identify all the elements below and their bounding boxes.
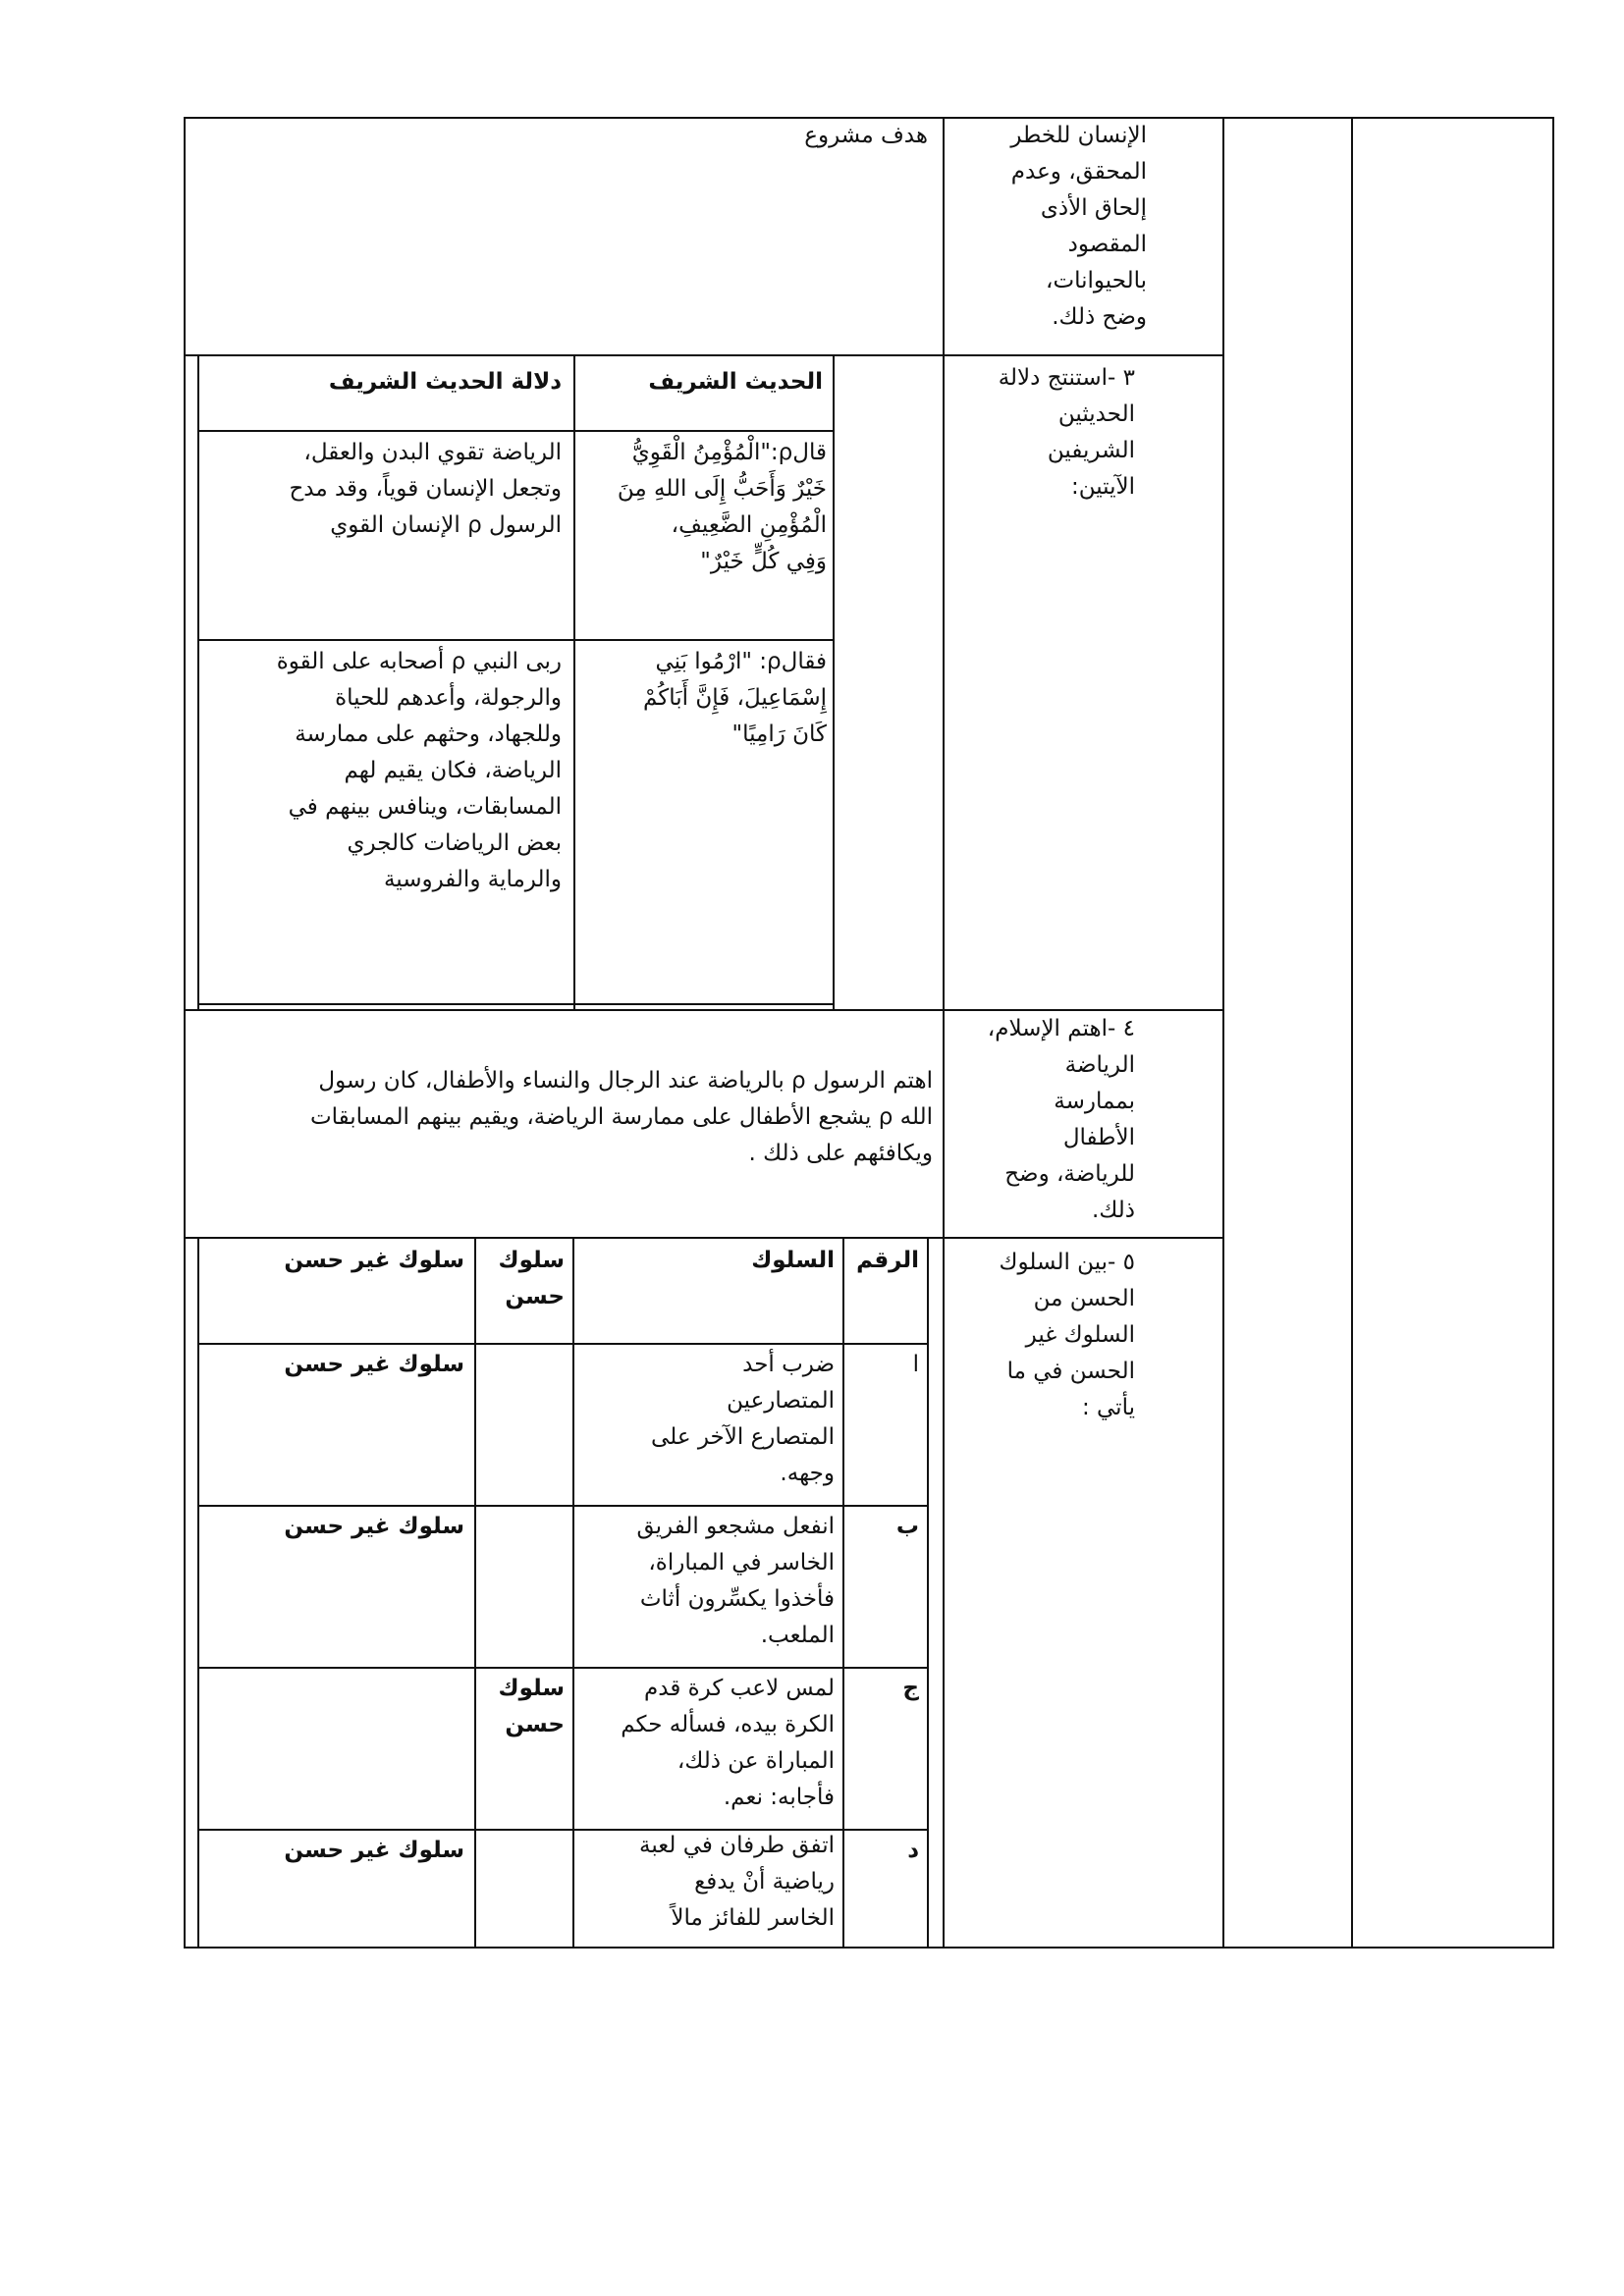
text-line: الحسن في ما bbox=[1006, 1359, 1135, 1384]
text-line: الملعب. bbox=[760, 1623, 835, 1648]
table-border bbox=[197, 639, 835, 641]
table-border bbox=[842, 1239, 844, 1947]
column-divider bbox=[1351, 117, 1353, 1949]
text-line: المسابقات، وينافس بينهم في bbox=[288, 794, 562, 820]
text-line: بعض الرياضات كالجري bbox=[347, 830, 562, 856]
behavior-text bbox=[581, 1509, 835, 1654]
text-line: المتصارع الآخر على bbox=[651, 1424, 835, 1450]
text-line: وتجعل الإنسان قوياً، وقد مدح bbox=[289, 476, 562, 502]
text-line: قالρ:"الْمُؤْمِنُ الْقَوِيُّ bbox=[631, 440, 827, 465]
text-line: الآيتين: bbox=[1070, 474, 1135, 500]
text-line: للرياضة، وضح bbox=[1004, 1161, 1135, 1187]
bad-mark: سلوك غير حسن bbox=[284, 1514, 464, 1539]
text-line: ربى النبي ρ أصحابه على القوة bbox=[276, 649, 562, 674]
text-line: لمس لاعب كرة قدم bbox=[644, 1676, 835, 1701]
table-border bbox=[572, 1239, 574, 1947]
text-line: وضح ذلك. bbox=[1052, 304, 1147, 330]
table-border bbox=[197, 1667, 929, 1669]
row-divider bbox=[184, 1237, 1224, 1239]
text-line: إِسْمَاعِيلَ، فَإِنَّ أَبَاكُمْ bbox=[642, 685, 827, 711]
text-line: الله ρ يشجع الأطفال على ممارسة الرياضة، ويقيم بينهم المسابقات bbox=[309, 1104, 933, 1130]
text-line: وللجهاد، وحثهم على ممارسة bbox=[295, 721, 562, 747]
text-line: وجهه. bbox=[780, 1461, 835, 1486]
table-border bbox=[833, 356, 835, 1009]
objective-answer: هدف مشروع bbox=[804, 123, 928, 148]
text-line: الرياضة bbox=[1064, 1052, 1135, 1078]
bad-column-header: سلوك غير حسن bbox=[284, 1248, 464, 1273]
text-line: الإنسان للخطر bbox=[1010, 123, 1147, 148]
row-number: ج bbox=[902, 1676, 919, 1701]
table-border-left bbox=[184, 117, 186, 1949]
table-border bbox=[197, 1003, 835, 1005]
row-number: د bbox=[907, 1838, 919, 1863]
text-line: المحقق، وعدم bbox=[1010, 159, 1147, 185]
question-4-text bbox=[950, 1011, 1135, 1229]
objective-question-text bbox=[950, 118, 1147, 336]
behavior-text bbox=[581, 1671, 835, 1816]
table-border-bottom bbox=[184, 1947, 1554, 1949]
table-border bbox=[197, 1505, 929, 1507]
bad-mark: سلوك غير حسن bbox=[284, 1838, 464, 1863]
text-line: يأتي : bbox=[1081, 1395, 1135, 1420]
text-line: اتفق طرفان في لعبة bbox=[639, 1833, 835, 1858]
text-line: كَانَ رَامِيًا" bbox=[731, 721, 827, 747]
question-4-answer bbox=[201, 1063, 933, 1172]
behavior-column-header: السلوك bbox=[751, 1248, 835, 1273]
behavior-text bbox=[581, 1828, 835, 1937]
text-line: انفعل مشجعو الفريق bbox=[636, 1514, 835, 1539]
hadith-meaning bbox=[204, 644, 562, 898]
table-border bbox=[197, 1343, 929, 1345]
row-divider bbox=[184, 354, 1224, 356]
table-border bbox=[927, 1239, 929, 1947]
text-line: فقالρ: "ارْمُوا بَنِي bbox=[655, 649, 827, 674]
text-line: خَيْرٌ وَأَحَبُّ إِلَى اللهِ مِنَ bbox=[617, 476, 827, 502]
hadith-text bbox=[581, 644, 827, 753]
text-line: السلوك غير bbox=[1025, 1322, 1135, 1348]
table-border-right bbox=[1552, 117, 1554, 1949]
good-column-header: سلوك حسن bbox=[498, 1248, 565, 1309]
text-line: ٣ -استنتج دلالة bbox=[998, 365, 1135, 391]
text-line: المتصارعين bbox=[727, 1388, 835, 1414]
table-border bbox=[197, 356, 199, 1009]
text-line: اهتم الرسول ρ بالرياضة عند الرجال والنساء والأطفال، كان رسول bbox=[318, 1068, 933, 1094]
table-border bbox=[474, 1239, 476, 1947]
text-line: ويكافئهم على ذلك . bbox=[748, 1141, 933, 1166]
text-line: الكرة بيده، فسأله حكم bbox=[621, 1712, 835, 1737]
column-divider bbox=[1222, 117, 1224, 1949]
text-line: الرياضة تقوي البدن والعقل، bbox=[303, 440, 562, 465]
text-line: فأخذوا يكسِّرون أثاث bbox=[639, 1586, 835, 1612]
text-line: إلحاق الأذى bbox=[1040, 195, 1147, 221]
question-5-text bbox=[950, 1245, 1135, 1426]
text-line: الخاسر للفائز مالاً bbox=[671, 1905, 835, 1931]
good-mark: سلوك حسن bbox=[498, 1676, 565, 1737]
text-line: المباراة عن ذلك، bbox=[677, 1748, 835, 1774]
text-line: والرماية والفروسية bbox=[383, 867, 562, 892]
row-number: ا bbox=[912, 1352, 919, 1377]
hadith-text bbox=[581, 435, 827, 580]
text-line: ذلك. bbox=[1092, 1198, 1135, 1223]
column-divider bbox=[943, 117, 945, 1949]
table-border bbox=[197, 1239, 199, 1947]
text-line: فأجابه: نعم. bbox=[723, 1785, 835, 1810]
text-line: الْمُؤْمِنِ الضَّعِيفِ، bbox=[671, 512, 827, 538]
behavior-text bbox=[581, 1347, 835, 1492]
row-number: ب bbox=[895, 1514, 919, 1539]
text-line: الحسن من bbox=[1033, 1286, 1135, 1311]
text-line: ٥ -بين السلوك bbox=[999, 1250, 1135, 1275]
text-line: والرجولة، وأعدهم للحياة bbox=[335, 685, 562, 711]
text-line: الخاسر في المباراة، bbox=[648, 1550, 835, 1575]
num-column-header: الرقم bbox=[856, 1248, 919, 1273]
text-line: المقصود bbox=[1067, 232, 1147, 257]
text-line: ٤ -اهتم الإسلام، bbox=[987, 1016, 1135, 1041]
text-line: الرسول ρ الإنسان القوي bbox=[330, 512, 562, 538]
text-line: بممارسة bbox=[1054, 1089, 1135, 1114]
bad-mark: سلوك غير حسن bbox=[284, 1352, 464, 1377]
text-line: الحديثين bbox=[1057, 401, 1135, 427]
text-line: الرياضة، فكان يقيم لهم bbox=[344, 758, 562, 783]
text-line: الأطفال bbox=[1062, 1125, 1135, 1150]
hadith-column-header: الحديث الشريف bbox=[648, 369, 823, 395]
meaning-column-header: دلالة الحديث الشريف bbox=[328, 369, 562, 395]
text-line: بالحيوانات، bbox=[1046, 268, 1147, 294]
text-line: ضرب أحد bbox=[742, 1352, 835, 1377]
hadith-meaning bbox=[204, 435, 562, 544]
table-border bbox=[197, 430, 835, 432]
text-line: الشريفين bbox=[1047, 438, 1135, 463]
table-border bbox=[573, 356, 575, 1009]
text-line: رياضية أنْ يدفع bbox=[694, 1869, 835, 1895]
question-3-text bbox=[950, 360, 1135, 506]
text-line: وَفِي كُلٍّ خَيْرٌ" bbox=[700, 549, 827, 574]
